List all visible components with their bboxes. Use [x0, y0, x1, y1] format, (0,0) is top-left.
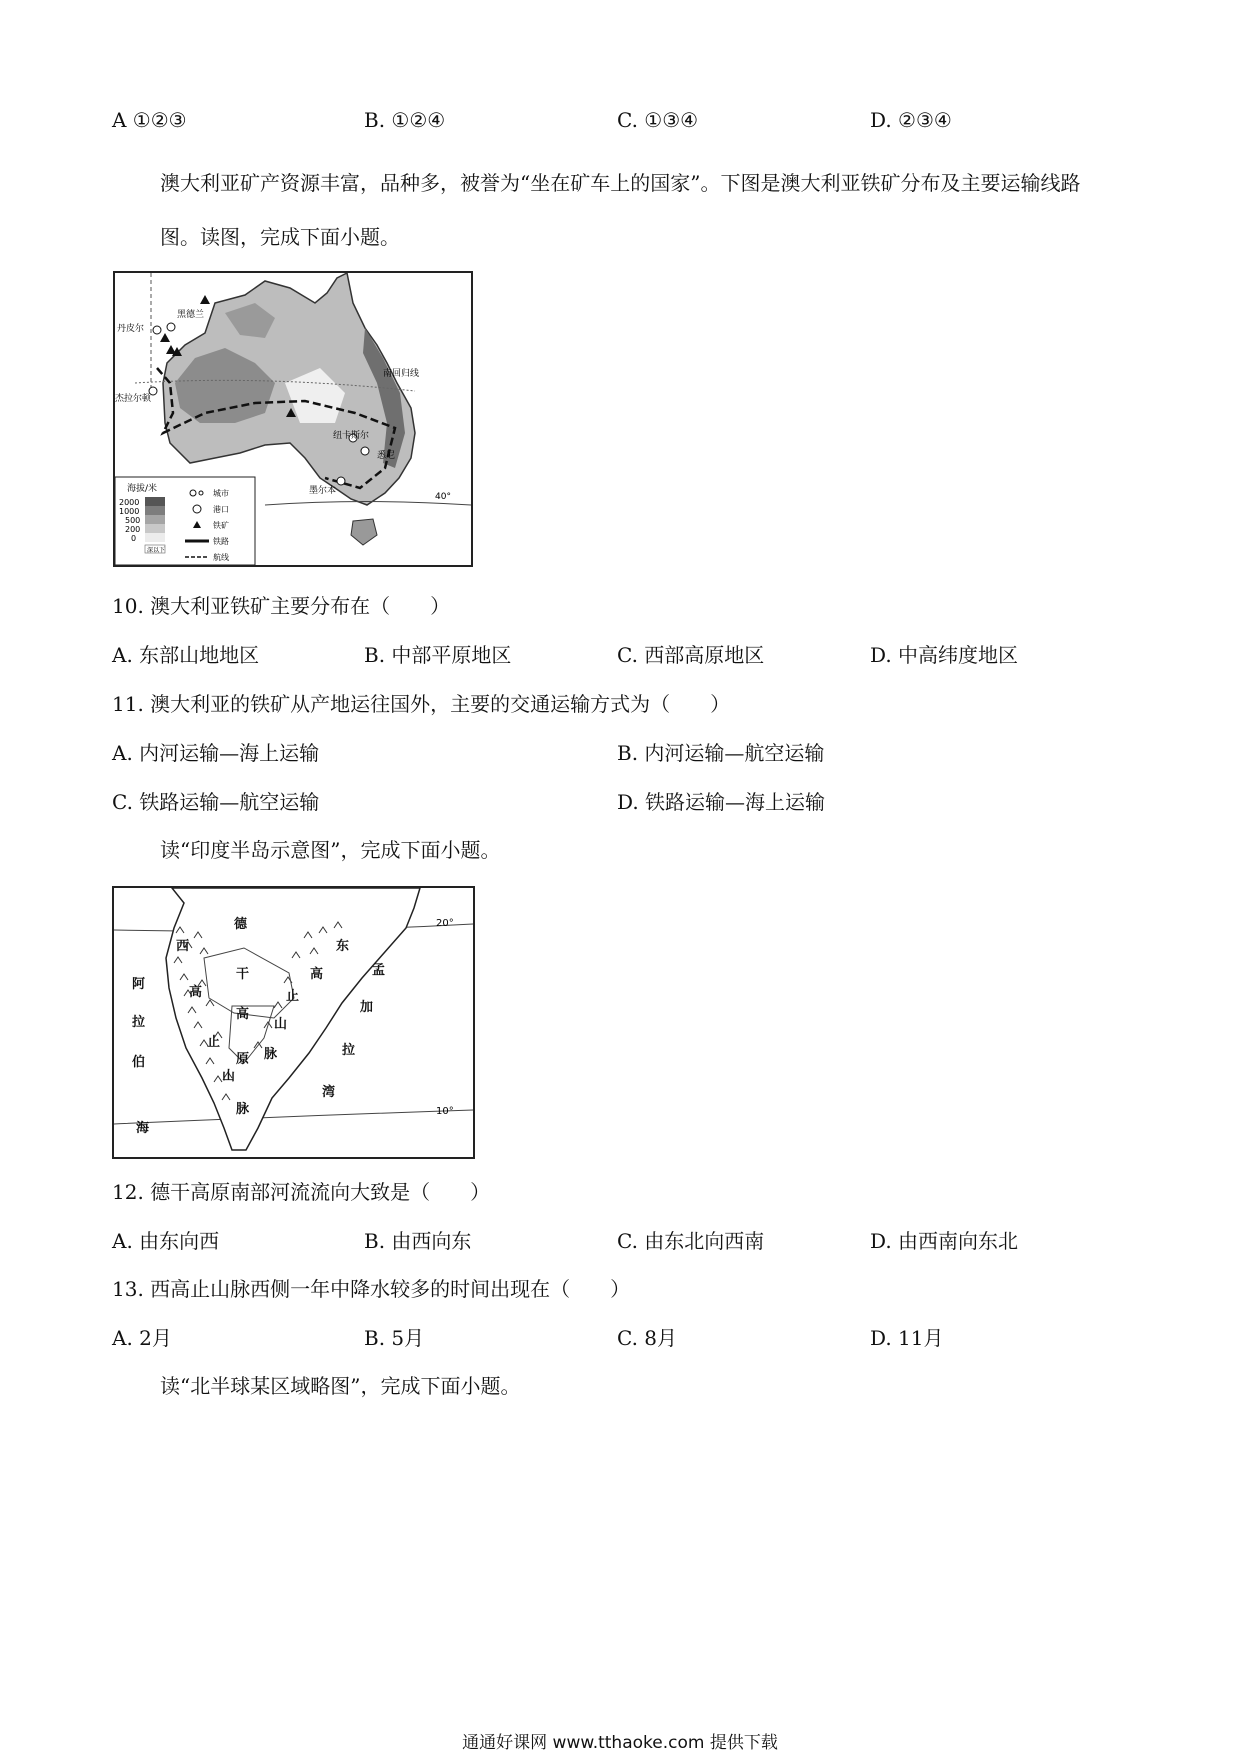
- label-de: 德: [234, 917, 248, 932]
- label-jieladun: 杰拉尔顿: [115, 394, 152, 404]
- footer-download-note: 通通好课网 www.tthaoke.com 提供下载: [462, 1733, 778, 1753]
- q9-option-c: C. ①③④: [617, 108, 699, 132]
- label-dong-mai: 脉: [264, 1047, 278, 1062]
- label-heide: 黑德兰: [177, 310, 205, 320]
- legend-elev-2000: 2000: [119, 498, 140, 507]
- q9-option-d: D. ②③④: [870, 108, 952, 132]
- q11-option-d: D. 铁路运输—海上运输: [617, 790, 826, 814]
- q13-option-b: B. 5月: [364, 1326, 425, 1350]
- legend-title: 海拔/米: [127, 484, 158, 494]
- legend-rail: 铁路: [213, 537, 229, 546]
- q10-option-c: C. 西部高原地区: [617, 643, 765, 667]
- q13-option-c: C. 8月: [617, 1326, 678, 1350]
- q11-stem: 11. 澳大利亚的铁矿从产地运往国外，主要的交通运输方式为（ ）: [112, 692, 731, 716]
- legend-city: 城市: [213, 489, 229, 498]
- q10-option-a: A. 东部山地地区: [112, 643, 260, 667]
- label-meng: 孟: [372, 963, 386, 978]
- q12-option-a: A. 由东向西: [112, 1229, 220, 1253]
- legend-elev-200: 200: [125, 525, 141, 534]
- label-lat40: 40°: [435, 492, 451, 502]
- label-melbourne: 墨尔本: [309, 486, 337, 496]
- intro-australia: 澳大利亚矿产资源丰富，品种多，被誉为“坐在矿车上的国家”。下图是澳大利亚铁矿分布及主要运输线路图。读图，完成下面小题。: [160, 171, 1081, 249]
- label-gan: 干: [236, 967, 250, 982]
- legend-below: 深以下: [147, 547, 166, 554]
- india-map: [112, 886, 475, 1159]
- q13-stem: 13. 西高止山脉西侧一年中降水较多的时间出现在（ ）: [112, 1277, 631, 1301]
- q10-option-b: B. 中部平原地区: [364, 643, 512, 667]
- label-hai: 海: [136, 1121, 150, 1136]
- q12-option-c: C. 由东北向西南: [617, 1229, 765, 1253]
- q13-option-a: A. 2月: [112, 1326, 172, 1350]
- legend-elev-0: 0: [131, 534, 137, 543]
- q12-option-d: D. 由西南向东北: [870, 1229, 1019, 1253]
- legend-route: 航线: [213, 553, 229, 562]
- q9-option-b: B. ①②④: [364, 108, 446, 132]
- label-sydney: 悉尼: [377, 451, 396, 461]
- label-yuan: 原: [236, 1052, 250, 1067]
- legend-port: 港口: [213, 505, 229, 514]
- label-newcastle: 纽卡斯尔: [333, 431, 370, 441]
- label-west-shan: 山: [222, 1069, 236, 1084]
- intro-india: 读“印度半岛示意图”，完成下面小题。: [160, 838, 501, 862]
- q10-stem: 10. 澳大利亚铁矿主要分布在（ ）: [112, 594, 451, 618]
- label-wan: 湾: [322, 1085, 336, 1100]
- label-tropic: 南回归线: [383, 369, 420, 379]
- label-xi-gao: 高: [189, 985, 203, 1000]
- q11-option-b: B. 内河运输—航空运输: [617, 741, 825, 765]
- australia-map: [113, 271, 473, 567]
- label-jia: 加: [360, 1000, 374, 1015]
- q13-option-d: D. 11月: [870, 1326, 944, 1350]
- label-lat10: 10°: [436, 1106, 454, 1117]
- label-la2: 拉: [342, 1043, 356, 1058]
- label-bo: 伯: [132, 1055, 146, 1070]
- q11-option-a: A. 内河运输—海上运输: [112, 741, 320, 765]
- label-a: 阿: [132, 977, 146, 992]
- label-dong-gao: 高: [310, 967, 324, 982]
- label-dong: 东: [336, 939, 350, 954]
- label-dong-zhi: 止: [286, 989, 300, 1004]
- q11-option-c: C. 铁路运输—航空运输: [112, 790, 320, 814]
- label-west-zhi: 止: [207, 1035, 221, 1050]
- legend-elev-500: 500: [125, 516, 141, 525]
- label-lat20: 20°: [436, 918, 454, 929]
- label-la: 拉: [132, 1015, 146, 1030]
- intro-north: 读“北半球某区域略图”，完成下面小题。: [160, 1374, 521, 1398]
- legend-elev-1000: 1000: [119, 507, 140, 516]
- q9-option-a: A ①②③: [112, 108, 187, 132]
- label-danpier: 丹皮尔: [117, 324, 145, 334]
- legend-iron: 铁矿: [213, 521, 229, 530]
- q10-option-d: D. 中高纬度地区: [870, 643, 1019, 667]
- label-xi: 西: [176, 939, 190, 954]
- label-dong-shan: 山: [274, 1017, 288, 1032]
- label-gao: 高: [236, 1007, 250, 1022]
- q12-stem: 12. 德干高原南部河流流向大致是（ ）: [112, 1180, 491, 1204]
- label-west-mai: 脉: [236, 1102, 250, 1117]
- q12-option-b: B. 由西向东: [364, 1229, 472, 1253]
